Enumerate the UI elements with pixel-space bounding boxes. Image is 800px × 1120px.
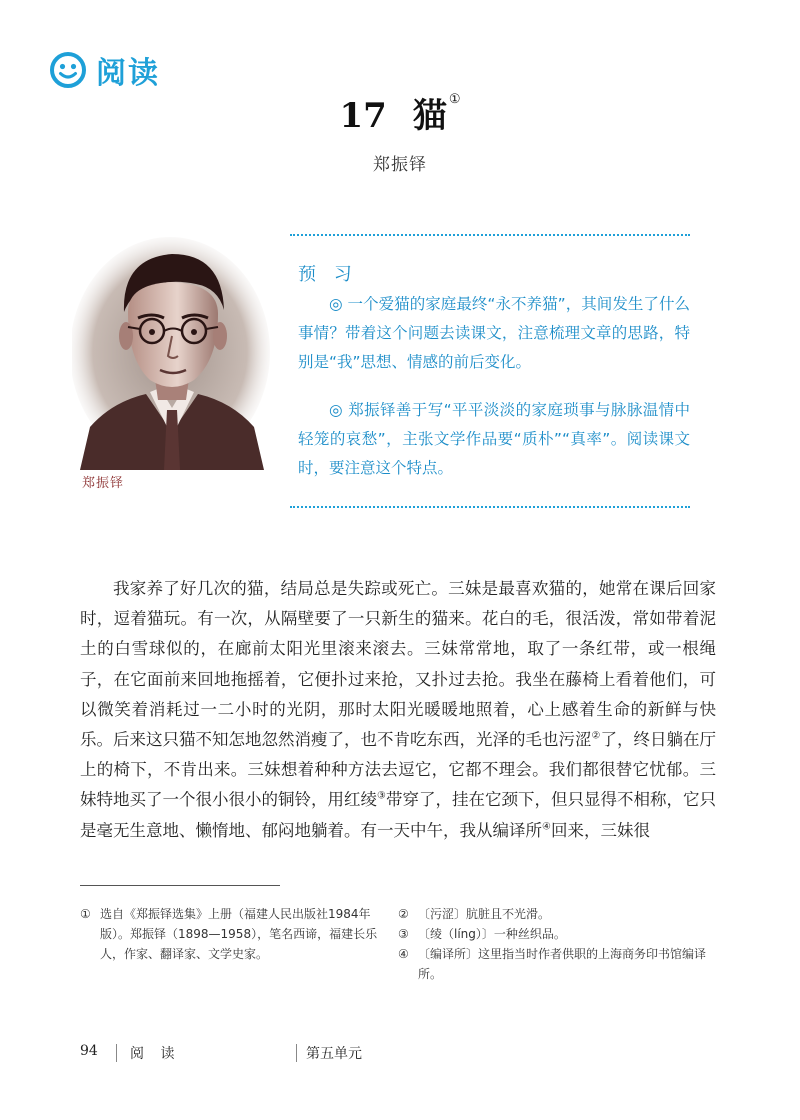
footer-divider	[116, 1044, 117, 1062]
body-text-segment: 回来，三妹很	[550, 820, 650, 840]
footer-unit-label: 第五单元	[306, 1046, 362, 1062]
preview-top-divider	[290, 234, 690, 236]
footer-section-label: 阅 读	[130, 1046, 181, 1062]
preview-heading: 预 习	[298, 264, 358, 285]
footnote-ref-1[interactable]: ①	[448, 92, 461, 107]
footnote-ref-4[interactable]: ④	[542, 821, 551, 833]
footnote-2	[398, 904, 718, 924]
lesson-title	[0, 88, 800, 137]
footnote-text: 〔绫（líng）〕一种丝织品。	[418, 927, 566, 941]
footnote-3	[398, 924, 718, 944]
body-text-segment: 了，终日躺在厅上的椅下，不肯出来。三妹想着种种方法去逗它，它都不理会。我们都很替它忧郁。三妹特地买了一个很小很小的铜铃，用红绫	[80, 730, 717, 810]
section-header	[50, 48, 160, 92]
footnote-text: 〔污涩〕肮脏且不光滑。	[418, 907, 551, 921]
footnote-4	[398, 944, 718, 984]
footnote-ref-2[interactable]: ②	[591, 730, 601, 742]
preview-item-2: ◎ 郑振铎善于写“平平淡淡的家庭琐事与脉脉温情中轻笼的哀愁”，主张文学作品要“质朴”“真率”。阅读课文时，要注意这个特点。	[298, 401, 690, 477]
footnote-1	[80, 904, 380, 964]
footnote-mark: ②	[398, 907, 409, 921]
footnote-mark: ③	[398, 927, 409, 941]
footnote-mark: ①	[80, 907, 91, 921]
author-name: 郑振铎	[373, 155, 427, 175]
footer-divider	[296, 1044, 297, 1062]
author-portrait	[72, 232, 272, 470]
footnote-text: 选自《郑振铎选集》上册（福建人民出版社1984年版）。郑振铎（1898—1958），笔名西谛，福建长乐人，作家、翻译家、文学史家。	[100, 907, 378, 961]
footnote-text: 〔编译所〕这里指当时作者供职的上海商务印书馆编译所。	[418, 947, 707, 981]
footnote-divider	[80, 885, 280, 886]
preview-item-1: ◎ 一个爱猫的家庭最终“永不养猫”，其间发生了什么事情？带着这个问题去读课文，注意梳理文章的思路，特别是“我”思想、情感的前后变化。	[298, 295, 690, 371]
body-text-segment: 我家养了好几次的猫，结局总是失踪或死亡。三妹是最喜欢猫的，她常在课后回家时，逗着猫玩。有一次，从隔壁要了一只新生的猫来。花白的毛，很活泼，常如带着泥土的白雪球似的，在廊前太阳光里滚来滚去。三妹常常地，取了一条红带，或一根绳子，在它面前来回地拖摇着，它便扑过来抢，又扑过去抢。我坐在藤椅上看着他们，可以微笑着消耗过一二小时的光阴，那时太阳光暖暖地照着，心上感着生命的新鲜与快乐。后来这只猫不知怎地忽然消瘦了，也不肯吃东西，光泽的毛也污涩	[80, 579, 716, 750]
preview-bottom-divider	[290, 506, 690, 508]
body-text-segment: 带穿了，挂在它颈下，但只显得不相称，它只是毫无生意地、懒惰地、郁闷地躺着。有一天中午，我从编译所	[80, 790, 717, 840]
section-label: 阅读	[96, 56, 160, 91]
portrait-caption: 郑振铎	[82, 476, 125, 491]
body-paragraph	[80, 574, 716, 846]
lesson-title-text: 猫	[412, 96, 447, 136]
footnote-ref-3[interactable]: ③	[377, 790, 386, 802]
smiley-face-icon	[50, 52, 86, 88]
footnote-mark: ④	[398, 947, 409, 961]
lesson-number: 17	[339, 96, 387, 136]
page-number: 94	[80, 1043, 98, 1059]
